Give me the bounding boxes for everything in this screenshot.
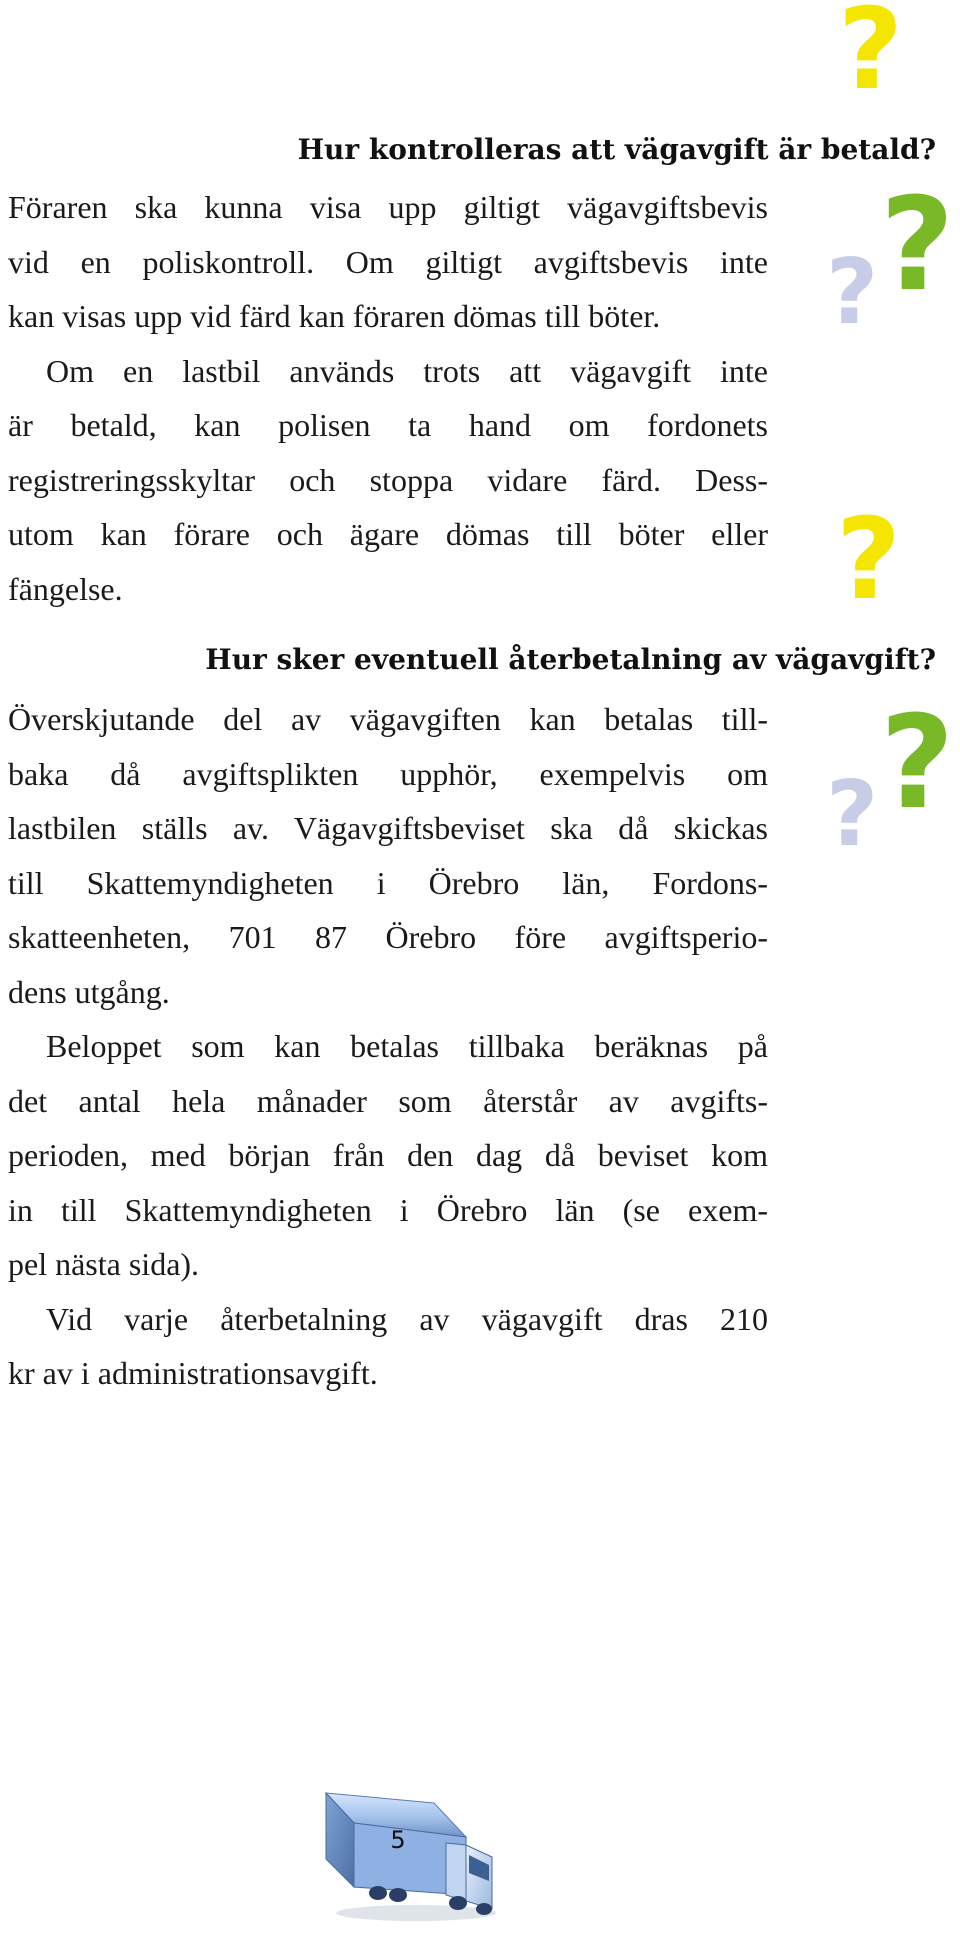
paragraph (8, 1019, 768, 1292)
question-mark-icon: ? (836, 495, 901, 625)
question-mark-icon: ? (838, 0, 903, 115)
text-line: till Skattemyndigheten i Örebro län, Fordons- (8, 864, 768, 901)
paragraph (8, 344, 768, 617)
text-line: det antal hela månader som återstår av avgifts- (8, 1082, 768, 1119)
text-line: Överskjutande del av vägavgiften kan betalas till- (8, 701, 768, 737)
text-line: Beloppet som kan betalas tillbaka beräknas på (46, 1028, 768, 1064)
text-line: perioden, med början från den dag då beviset kom (8, 1137, 768, 1173)
question-mark-icon: ? (880, 689, 955, 838)
section-body-control (8, 180, 768, 616)
text-line: kan visas upp vid färd kan föraren dömas till böter. (8, 298, 661, 334)
truck-icon (316, 1785, 498, 1927)
text-line: in till Skattemyndigheten i Örebro län (se exem- (8, 1191, 768, 1228)
text-line: baka då avgiftsplikten upphör, exempelvis om (8, 755, 768, 792)
section-heading-control: Hur kontrolleras att vägavgift är betald? (297, 133, 936, 166)
section-body-refund (8, 692, 768, 1401)
text-line: Vid varje återbetalning av vägavgift dras 210 (46, 1300, 768, 1337)
text-line: fängelse. (8, 570, 123, 607)
text-line: Om en lastbil används trots att vägavgift inte (46, 352, 768, 389)
text-line: vid en poliskontroll. Om giltigt avgiftsbevis inte (8, 243, 768, 280)
question-mark-icon: ? (880, 171, 955, 320)
text-line: skatteenheten, 701 87 Örebro före avgiftsperio- (8, 919, 768, 955)
paragraph (8, 180, 768, 344)
paragraph (8, 1292, 768, 1401)
text-line: registreringsskyltar och stoppa vidare färd. Dess- (8, 461, 768, 498)
text-line: utom kan förare och ägare dömas till böter eller (8, 516, 768, 552)
section-heading-refund: Hur sker eventuell återbetalning av vägavgift? (205, 643, 936, 676)
text-line: är betald, kan polisen ta hand om fordonets (8, 407, 768, 443)
page-number: 5 (390, 1826, 406, 1854)
text-line: Föraren ska kunna visa upp giltigt vägavgiftsbevis (8, 189, 768, 225)
paragraph (8, 692, 768, 1019)
question-mark-icon: ? (826, 762, 879, 867)
question-mark-icon: ? (826, 240, 879, 345)
text-line: pel nästa sida). (8, 1246, 200, 1282)
text-line: kr av i administrationsavgift. (8, 1355, 378, 1391)
text-line: dens utgång. (8, 973, 170, 1010)
text-line: lastbilen ställs av. Vägavgiftsbeviset ska då skickas (8, 810, 768, 846)
